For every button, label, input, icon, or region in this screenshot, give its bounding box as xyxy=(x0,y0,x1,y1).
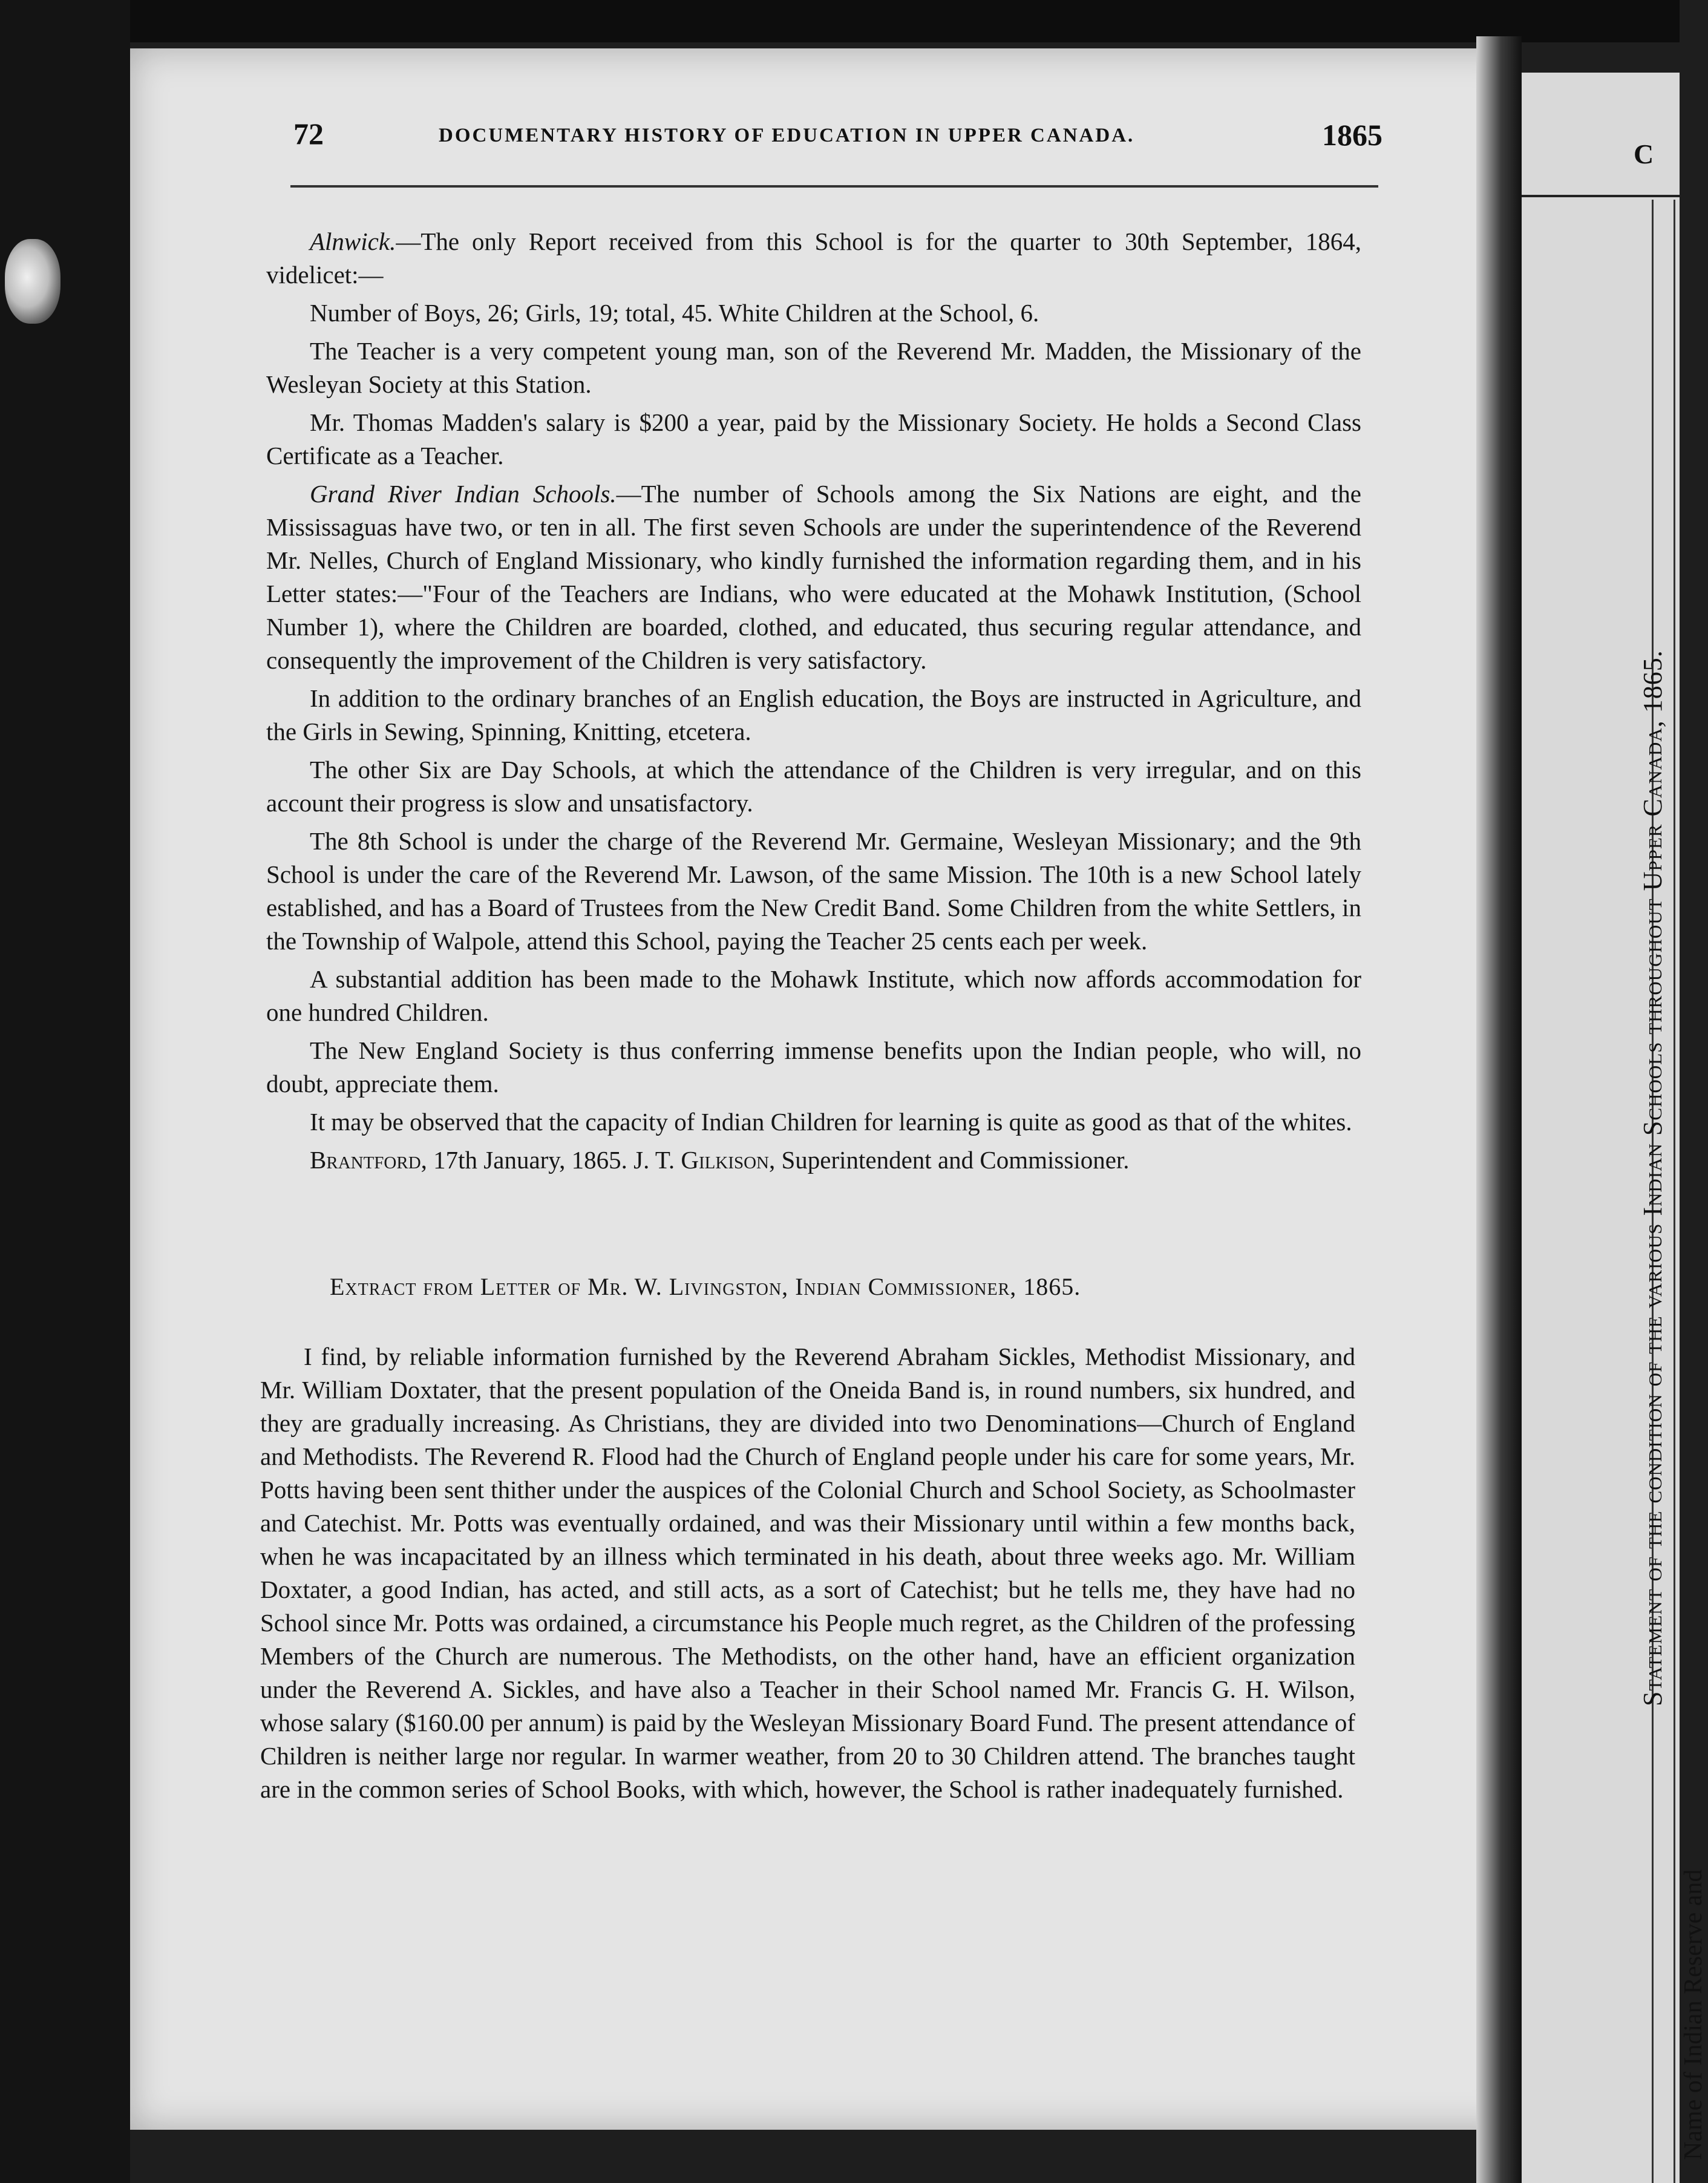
section-heading: Extract from Letter of Mr. W. Livingston, Indian Commissioner, 1865. xyxy=(330,1273,1081,1300)
running-header xyxy=(293,116,1382,165)
film-edge-top xyxy=(0,0,1680,42)
section-schools-report xyxy=(266,225,1361,1182)
running-title: DOCUMENTARY HISTORY OF EDUCATION IN UPPER CANADA. xyxy=(439,125,1135,146)
paragraph: A substantial addition has been made to the Mohawk Institute, which now affords accommodation for one hundred Children. xyxy=(266,965,1361,1026)
signature-name: Gilkison xyxy=(681,1146,769,1174)
adjacent-page-table-line xyxy=(1674,200,1675,2183)
paragraph: The Teacher is a very competent young man, son of the Reverend Mr. Madden, the Missionary of the Wesleyan Society at this Station. xyxy=(266,337,1361,398)
header-year: 1865 xyxy=(1322,118,1382,152)
signature-title: , Superintendent and Commissioner. xyxy=(768,1146,1130,1174)
paragraph: The New England Society is thus conferring immense benefits upon the Indian people, who will, no doubt, appreciate them. xyxy=(266,1036,1361,1098)
header-rule xyxy=(290,185,1378,188)
adjacent-page-column-header: Name of Indian Reserve and xyxy=(1680,1869,1707,2160)
signature-place: Brantford xyxy=(310,1146,421,1174)
adjacent-page-rule xyxy=(1522,195,1680,197)
paragraph: The other Six are Day Schools, at which the attendance of the Children is very irregular, and on this account their progress is slow and unsatisfactory. xyxy=(266,756,1361,817)
paragraph-grand-river xyxy=(266,477,1361,677)
signature-date: , 17th January, 1865. J. T. xyxy=(420,1146,681,1174)
section-livingston-letter xyxy=(260,1340,1355,1811)
adjacent-page-vertical-title: Statement of the condition of the various Indian Schools throughout Upper Canada, 1865. xyxy=(1638,650,1667,1706)
paragraph-alnwick xyxy=(266,225,1361,292)
paragraph: Mr. Thomas Madden's salary is $200 a year, paid by the Missionary Society. He holds a Second Class Certificate as a Teacher. xyxy=(266,408,1361,470)
film-edge-left xyxy=(0,0,130,2183)
paragraph: In addition to the ordinary branches of an English education, the Boys are instructed in Agriculture, and the Girls in Sewing, Spinning, Knitting, etcetera. xyxy=(266,684,1361,745)
paragraph: The 8th School is under the charge of the Reverend Mr. Germaine, Wesleyan Missionary; and the 9th School is under the care of the Reverend Mr. Lawson, of the same Mission. The 10th is a new School lately established, and has a Board of Trustees from the New Credit Band. Some Children from the white Settlers, in the Township of Walpole, attend this School, paying the Teacher 25 cents each per week. xyxy=(266,827,1361,955)
adjacent-page-header: C xyxy=(1634,139,1654,169)
page-number: 72 xyxy=(293,117,324,151)
book-gutter xyxy=(1476,36,1522,2183)
signature-line xyxy=(266,1144,1361,1177)
film-speck xyxy=(5,239,61,324)
paragraph: It may be observed that the capacity of Indian Children for learning is quite as good as that of the whites. xyxy=(310,1108,1352,1136)
paragraph: Number of Boys, 26; Girls, 19; total, 45. White Children at the School, 6. xyxy=(310,299,1039,327)
grand-river-text: —The number of Schools among the Six Nations are eight, and the Mississaguas have two, or ten in all. The first seven Schools are under the superintendence of the Reverend Mr. Nelles, Church of England Missionary, who kindly furnished the information regarding them, and in his Letter states:—"Four of the Teachers are Indians, who were educated at the Mohawk Institution, (School Number 1), where the Children are boarded, clothed, and educated, thus securing regular attendance, and consequently the improvement of the Children is very satisfactory. xyxy=(266,480,1361,674)
paragraph: I find, by reliable information furnished by the Reverend Abraham Sickles, Methodist Missionary, and Mr. William Doxtater, that the present population of the Oneida Band is, in round numbers, six hundred, and they are gradually increasing. As Christians, they are divided into two Denominations—Church of England and Methodists. The Reverend R. Flood had the Church of England people under his care for some years, Mr. Potts having been sent thither under the auspices of the Colonial Church and School Society, as Schoolmaster and Catechist. Mr. Potts was eventually ordained, and was their Missionary until within a few months back, when he was incapacitated by an illness which terminated in his death, about three weeks ago. Mr. William Doxtater, a good Indian, has acted, and still acts, as a sort of Catechist; but he tells me, they have had no School since Mr. Potts was ordained, a circumstance his People much regret, as the Children of the professing Members of the Church are numerous. The Methodists, on the other hand, have an efficient organization under the Reverend A. Sickles, and have also a Teacher in their School named Mr. Francis G. H. Wilson, whose salary ($160.00 per annum) is paid by the Wesleyan Missionary Board Fund. The present attendance of Children is neither large nor regular. In warmer weather, from 20 to 30 Children attend. The branches taught are in the common series of School Books, with which, however, the School is rather inadequately furnished. xyxy=(260,1343,1355,1803)
alnwick-lead: Alnwick. xyxy=(310,227,396,255)
grand-river-lead: Grand River Indian Schools. xyxy=(310,480,617,508)
alnwick-text: —The only Report received from this School is for the quarter to 30th September, 1864, videlicet:— xyxy=(266,227,1361,289)
